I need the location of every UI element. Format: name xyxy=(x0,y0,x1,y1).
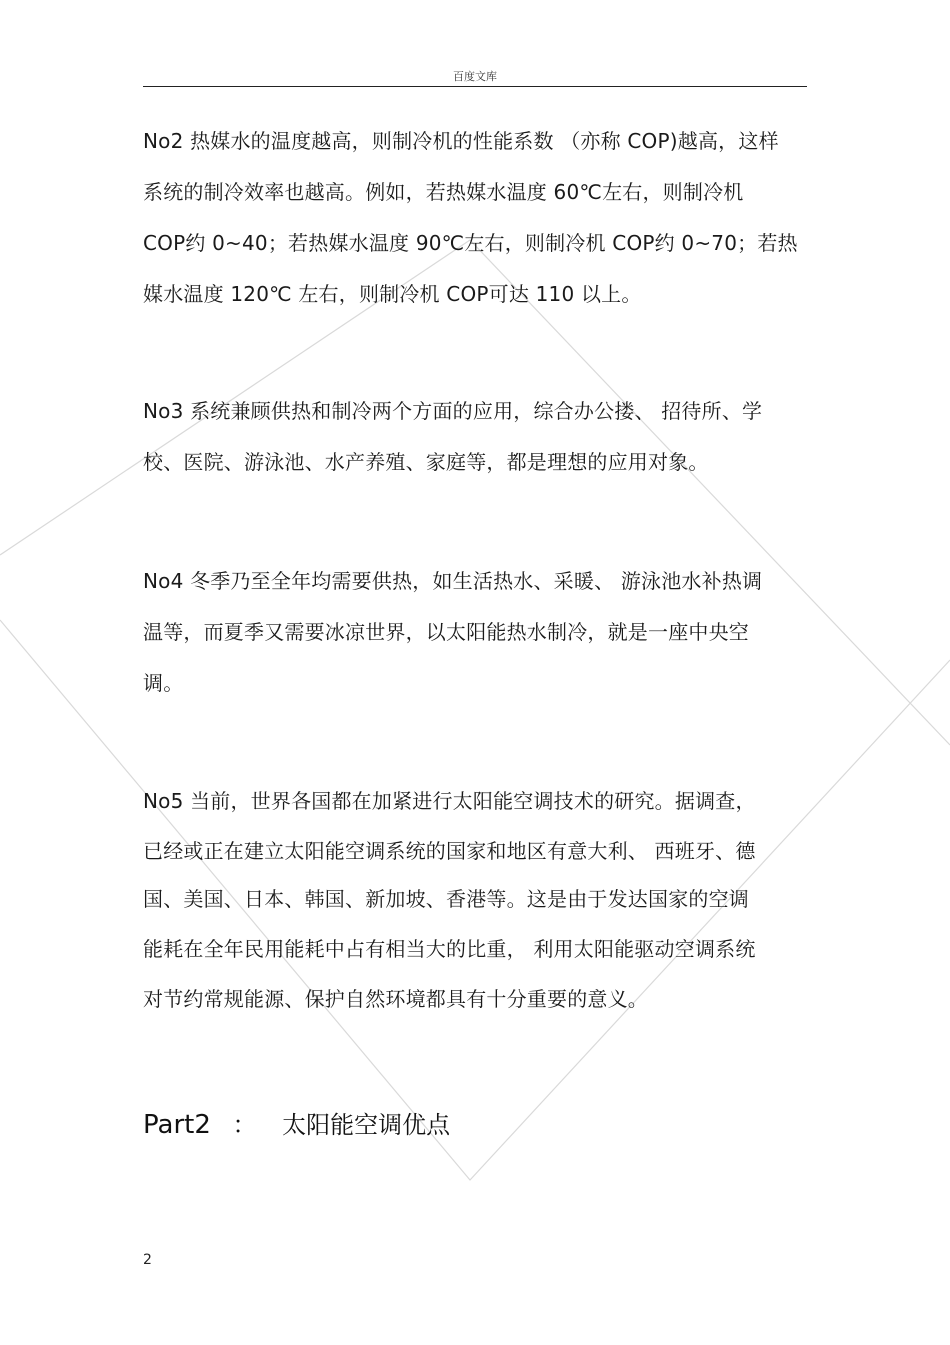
header-title: 百度文库 xyxy=(453,70,497,83)
paragraph-no2-line-2: 系统的制冷效率也越高。例如，若热媒水温度 60℃左右，则制冷机 xyxy=(143,180,744,204)
paragraph-no4-line-3: 调。 xyxy=(143,671,184,695)
section-heading-part2 xyxy=(143,1110,450,1140)
paragraph-no2-line-4: 媒水温度 120℃ 左右，则制冷机 COP可达 110 以上。 xyxy=(143,282,642,306)
section-separator: ： xyxy=(232,1111,257,1139)
section-title: 太阳能空调优点 xyxy=(282,1111,451,1139)
paragraph-no5-line-2: 已经或正在建立太阳能空调系统的国家和地区有意大利、 西班牙、德 xyxy=(143,839,756,863)
paragraph-no5-line-1: No5 当前，世界各国都在加紧进行太阳能空调技术的研究。据调查， xyxy=(143,789,756,813)
paragraph-no2-line-3: COP约 0~40；若热媒水温度 90℃左右，则制冷机 COP约 0~70；若热 xyxy=(143,231,798,255)
paragraph-no2-line-1: No2 热媒水的温度越高，则制冷机的性能系数 （亦称 COP)越高，这样 xyxy=(143,129,779,153)
paragraph-no3-line-1: No3 系统兼顾供热和制冷两个方面的应用，综合办公搂、 招待所、学 xyxy=(143,399,763,423)
page-number: 2 xyxy=(143,1252,152,1268)
header-divider xyxy=(143,86,807,87)
paragraph-no4-line-1: No4 冬季乃至全年均需要供热，如生活热水、采暖、 游泳池水补热调 xyxy=(143,569,763,593)
paragraph-no5-line-4: 能耗在全年民用能耗中占有相当大的比重， 利用太阳能驱动空调系统 xyxy=(143,937,756,961)
paragraph-no5-line-3: 国、美国、日本、韩国、新加坡、香港等。这是由于发达国家的空调 xyxy=(143,887,749,911)
paragraph-no5-line-5: 对节约常规能源、保护自然环境都具有十分重要的意义。 xyxy=(143,987,648,1011)
section-label: Part2 xyxy=(143,1110,211,1140)
paragraph-no3-line-2: 校、医院、游泳池、水产养殖、家庭等，都是理想的应用对象。 xyxy=(143,450,709,474)
paragraph-no4-line-2: 温等，而夏季又需要冰凉世界，以太阳能热水制冷，就是一座中央空 xyxy=(143,620,749,644)
